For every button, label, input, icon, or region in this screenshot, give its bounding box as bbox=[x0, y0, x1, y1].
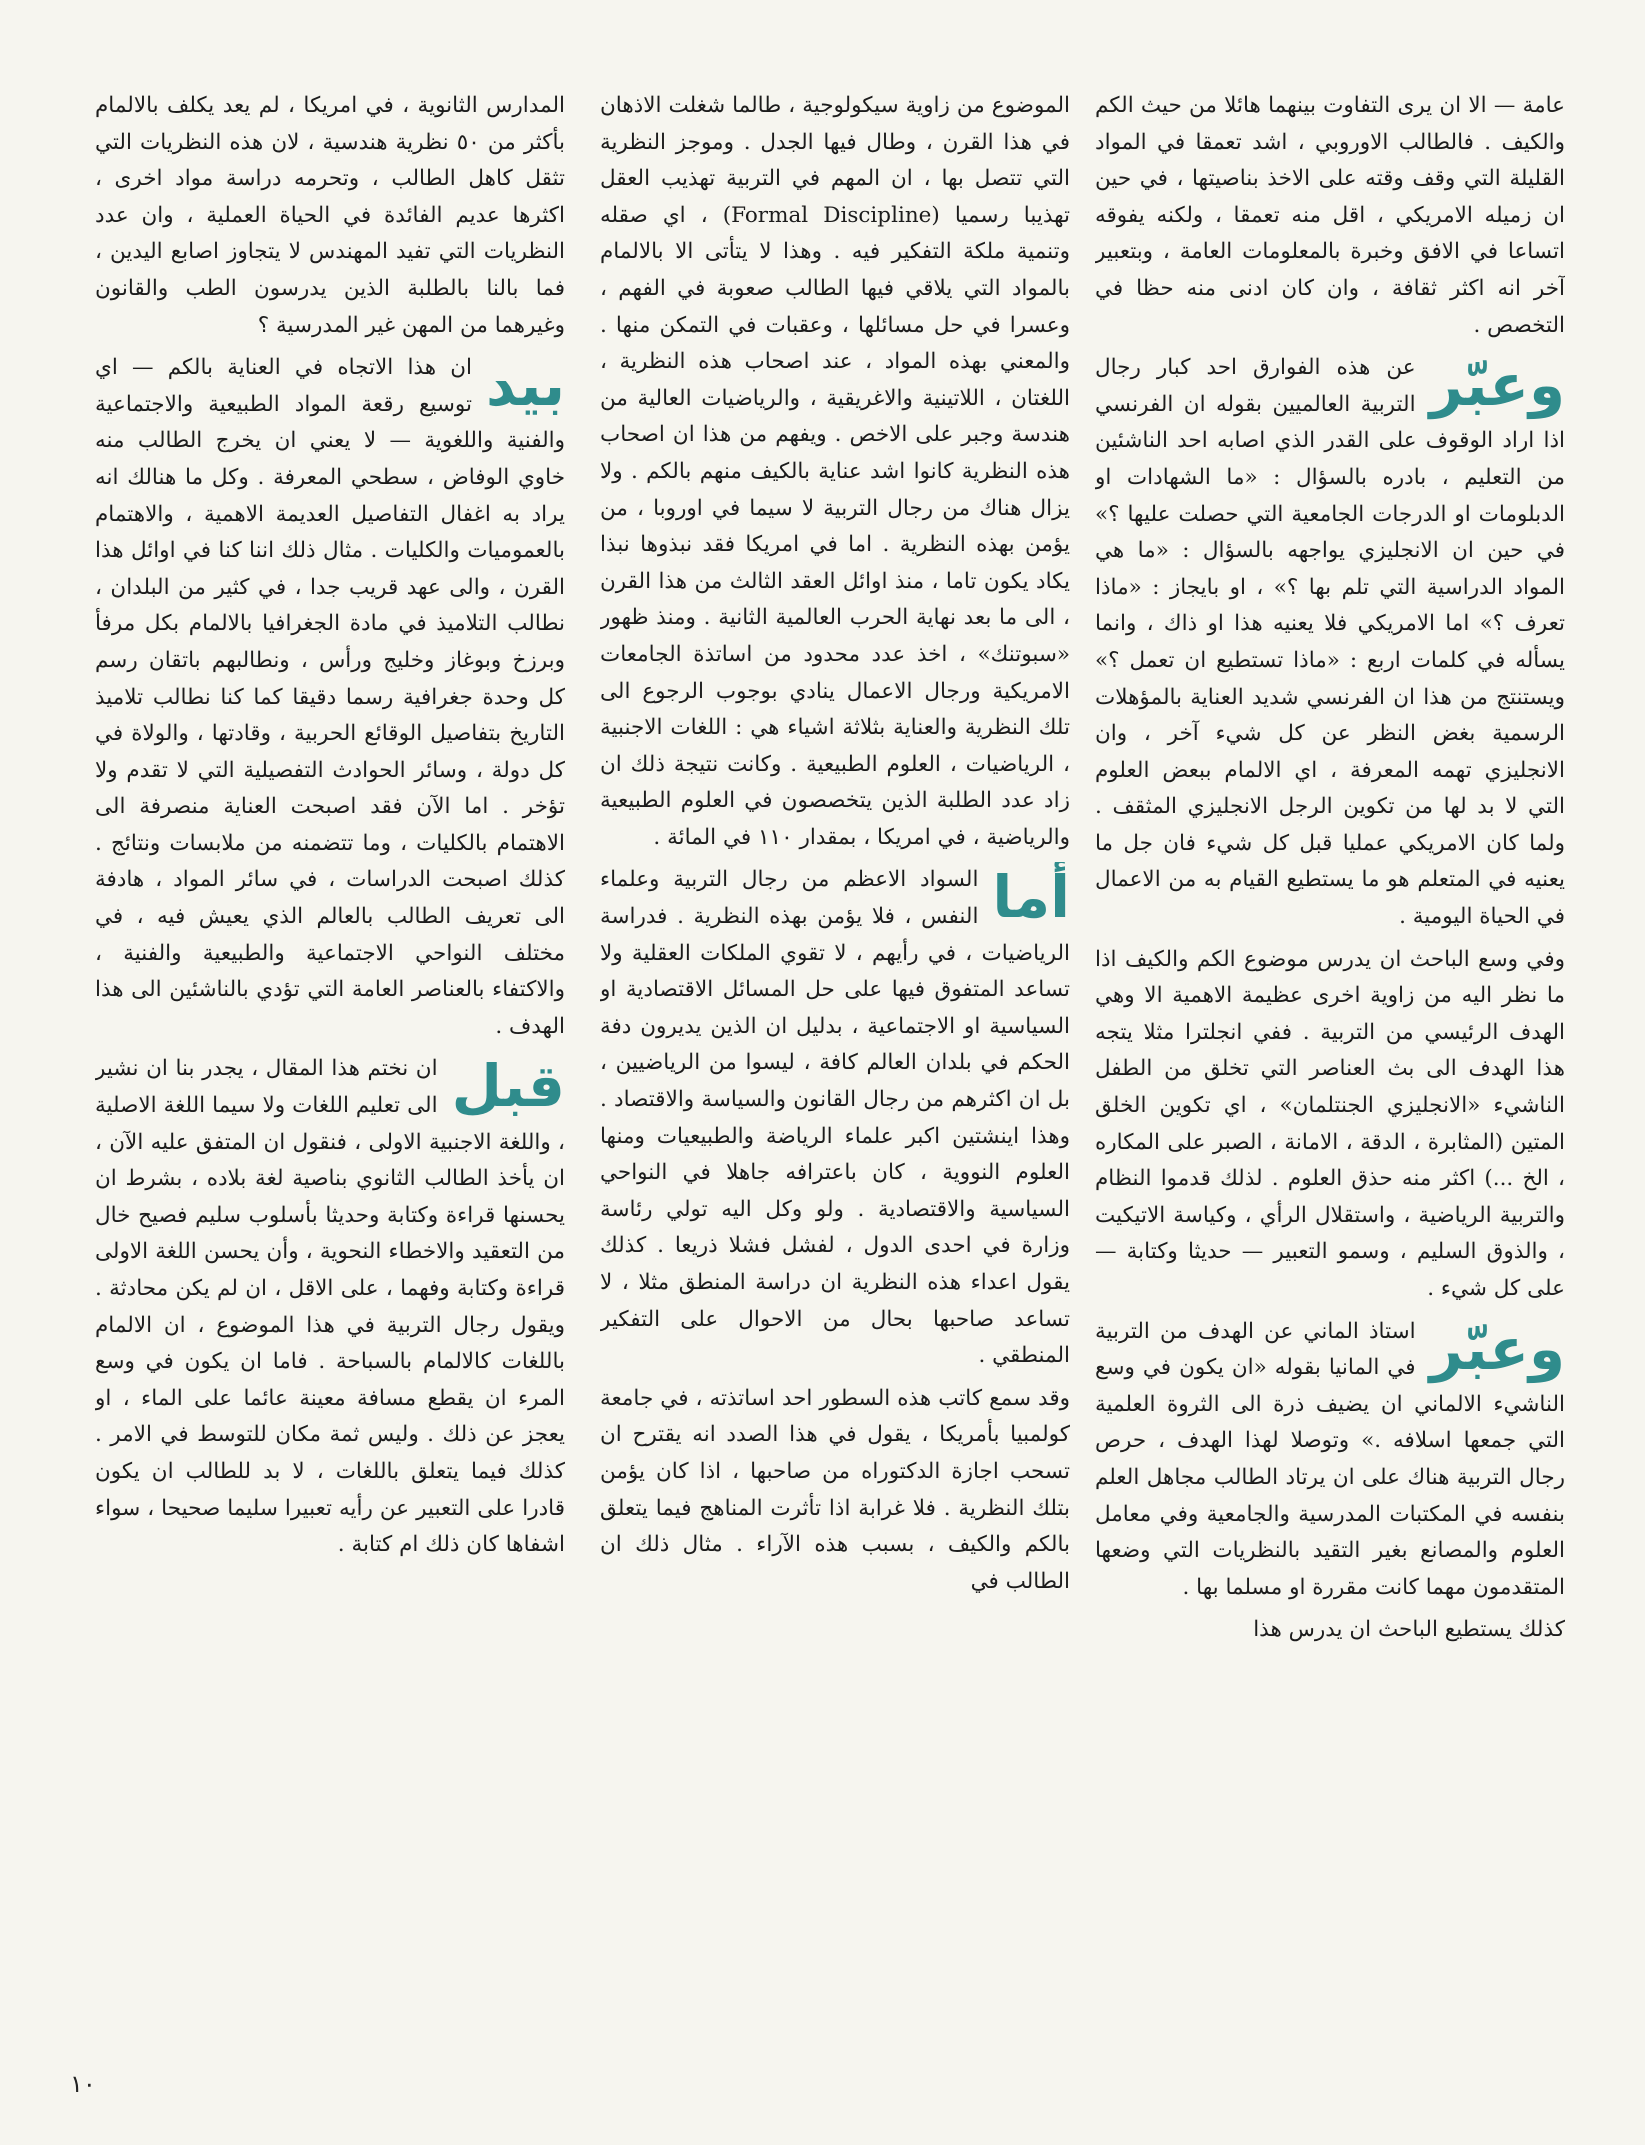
paragraph: وفي وسع الباحث ان يدرس موضوع الكم والكيف اذا ما نظر اليه من زاوية اخرى عظيمة الاهمية الا وهي الهدف الرئيسي من التربية . ففي انجلترا مثلا يتجه هذا الهدف الى بث العناصر التي تخلق من الطفل الناشيء «الانجليزي الجنتلمان» ، اي تكوين الخلق المتين (المثابرة ، الدقة ، الامانة ، الصبر على المكاره ، الخ ...) اكثر منه حذق العلوم . لذلك قدموا النظام والتربية الرياضية ، واستقلال الرأي ، وكياسة الاتيكيت ، والذوق السليم ، وسمو التعبير — حديثا وكتابة — على كل شيء . bbox=[1095, 946, 1565, 1301]
paragraph: الموضوع من زاوية سيكولوجية ، طالما شغلت الاذهان في هذا القرن ، وطال فيها الجدل . وموجز النظرية التي تتصل بها ، ان المهم في التربية تهذيب العقل تهذيبا رسميا (Formal Discipline) ، اي صقله وتنمية ملكة التفكير فيه . وهذا لا يتأتى الا بالالمام بالمواد التي يلاقي فيها الطالب صعوبة في الفهم ، وعسرا في حل مسائلها ، وعقبات في التمكن منها . والمعني بهذه المواد ، عند اصحاب هذه النظرية ، اللغتان ، اللاتينية والاغريقية ، والرياضيات العالية من هندسة وجبر على الاخص . ويفهم من هذا ان اصحاب هذه النظرية كانوا اشد عناية بالكيف منهم بالكم . ولا يزال هناك من رجال التربية لا سيما في اوروبا ، من يؤمن بهذه النظرية . اما في امريكا فقد نبذوها نبذا يكاد يكون تاما ، منذ اوائل العقد الثالث من هذا القرن ، الى ما بعد نهاية الحرب العالمية الثانية . ومنذ ظهور «سبوتنك» ، اخذ عدد محدود من اساتذة الجامعات الامريكية ورجال الاعمال ينادي بوجوب الرجوع الى تلك النظرية والعناية بثلاثة اشياء هي : اللغات الاجنبية ، الرياضيات ، العلوم الطبيعية . وكانت نتيجة ذلك ان زاد عدد الطلبة الذين يتخصصون في العلوم الطبيعية والرياضية ، في امريكا ، بمقدار ١١٠ في المائة . bbox=[600, 93, 1070, 850]
text-column-left bbox=[95, 88, 565, 2063]
text-column-middle bbox=[600, 88, 1070, 2063]
paragraph-text: استاذ الماني عن الهدف من التربية في المانيا بقوله «ان يكون في وسع الناشيء الالماني ان يضيف ذرة الى الثروة العلمية التي جمعها اسلافه .» وتوصلا لهذا الهدف ، حرص رجال التربية هناك على ان يرتاد الطالب مجاهل العلم بنفسه في المكتبات المدرسية والجامعية وفي معامل العلوم والمصانع بغير التقيد بالنظريات التي وضعها المتقدمون مهما كانت مقررة او مسلما بها . bbox=[1095, 1318, 1565, 1600]
paragraph-with-initial bbox=[600, 862, 1070, 1374]
paragraph-text: ان نختم هذا المقال ، يجدر بنا ان نشير الى تعليم اللغات ولا سيما اللغة الاصلية ، واللغة الاجنبية الاولى ، فنقول ان المتفق عليه الآن ، ان يأخذ الطالب الثانوي بناصية لغة بلاده ، بشرط ان يحسنها قراءة وكتابة وحديثا بأسلوب سليم فصيح خال من التعقيد والاخطاء النحوية ، وأن يحسن اللغة الاولى قراءة وكتابة وفهما ، على الاقل ، ان لم يكن محادثة . ويقول رجال التربية في هذا الموضوع ، ان الالمام باللغات كالالمام بالسباحة . فاما ان يكون في وسع المرء ان يقطع مسافة معينة عائما على الماء ، او يعجز عن ذلك . وليس ثمة مكان للتوسط في الامر . كذلك فيما يتعلق باللغات ، لا بد للطالب ان يكون قادرا على التعبير عن رأيه تعبيرا سليما صحيحا ، سواء اشفاها كان ذلك ام كتابة . bbox=[95, 1056, 565, 1558]
paragraph-with-initial bbox=[1095, 1314, 1565, 1607]
decorative-initial-word: وعبّر bbox=[1429, 351, 1565, 420]
paragraph-with-initial bbox=[95, 350, 565, 1045]
paragraph-with-initial bbox=[95, 1051, 565, 1563]
decorative-initial-word: قبل bbox=[451, 1052, 565, 1121]
decorative-initial-word: أما bbox=[992, 863, 1070, 932]
paragraph-text: ان هذا الاتجاه في العناية بالكم — اي توسيع رقعة المواد الطبيعية والاجتماعية والفنية واللغوية — لا يعني ان يخرج الطالب منه خاوي الوفاض ، سطحي المعرفة . وكل ما هنالك انه يراد به اغفال التفاصيل العديمة الاهمية ، والاهتمام بالعموميات والكليات . مثال ذلك اننا كنا في اوائل هذا القرن ، والى عهد قريب جدا ، في كثير من البلدان ، نطالب التلاميذ في مادة الجغرافيا بالالمام بكل مرفأ وبرزخ وبوغاز وخليج ورأس ، ونطالبهم باتقان رسم كل وحدة جغرافية رسما دقيقا كما كنا نطالب تلاميذ التاريخ بتفاصيل الوقائع الحربية ، وقادتها ، والولاة في كل دولة ، وسائر الحوادث التفصيلية التي لا تقدم ولا تؤخر . اما الآن فقد اصبحت العناية منصرفة الى الاهتمام بالكليات ، وما تتضمنه من ملابسات ونتائج . كذلك اصبحت الدراسات ، في سائر المواد ، هادفة الى تعريف الطالب بالعالم الذي يعيش فيه ، في مختلف النواحي الاجتماعية والطبيعية والفنية ، والاكتفاء بالعناصر العامة التي تؤدي بالناشئين الى هذا الهدف . bbox=[95, 355, 565, 1039]
page-number: ١٠ bbox=[70, 2070, 96, 2098]
paragraph: عامة — الا ان يرى التفاوت بينهما هائلا من حيث الكم والكيف . فالطالب الاوروبي ، اشد تعمقا في المواد القليلة التي وقف وقته على الاخذ بناصيتها ، في حين ان زميله الامريكي ، اقل منه تعمقا ، ولكنه يفوقه اتساعا في الافق وخبرة بالمعلومات العامة ، وبتعبير آخر انه اكثر ثقافة ، وان كان ادنى منه حظا في التخصص . bbox=[1095, 93, 1565, 338]
paragraph-text: السواد الاعظم من رجال التربية وعلماء النفس ، فلا يؤمن بهذه النظرية . فدراسة الرياضيات ، في رأيهم ، لا تقوي الملكات العقلية ولا تساعد المتفوق فيها على حل المسائل الاقتصادية او السياسية او الاجتماعية ، بدليل ان الذين يديرون دفة الحكم في بلدان العالم كافة ، ليسوا من الرياضيين ، بل ان اكثرهم من رجال القانون والسياسة والاقتصاد . وهذا اينشتين اكبر علماء الرياضة والطبيعيات ومنها العلوم النووية ، كان باعترافه جاهلا في النواحي السياسية والاقتصادية . ولو وكل اليه تولي رئاسة وزارة في احدى الدول ، لفشل فشلا ذريعا . كذلك يقول اعداء هذه النظرية ان دراسة المنطق مثلا ، لا تساعد صاحبها بحال من الاحوال على التفكير المنطقي . bbox=[600, 867, 1070, 1369]
text-column-right bbox=[1095, 88, 1565, 2063]
paragraph-with-initial bbox=[1095, 350, 1565, 936]
paragraph: وقد سمع كاتب هذه السطور احد اساتذته ، في جامعة كولمبيا بأمريكا ، يقول في هذا الصدد انه يقترح ان تسحب اجازة الدكتوراه من صاحبها ، اذا كان يؤمن بتلك النظرية . فلا غرابة اذا تأثرت المناهج فيما يتعلق بالكم والكيف ، بسبب هذه الآراء . مثال ذلك ان الطالب في bbox=[600, 1385, 1070, 1594]
decorative-initial-word: بيد bbox=[486, 351, 565, 420]
paragraph-text: عن هذه الفوارق احد كبار رجال التربية العالميين بقوله ان الفرنسي اذا اراد الوقوف على القدر الذي اصابه احد الناشئين من التعليم ، بادره بالسؤال : «ما الشهادات او الدبلومات او الدرجات الجامعية التي حصلت عليها ؟» في حين ان الانجليزي يواجهه بالسؤال : «ما هي المواد الدراسية التي تلم بها ؟» ، او بايجاز : «ماذا تعرف ؟» اما الامريكي فلا يعنيه هذا او ذاك ، وانما يسأله في كلمات اربع : «ماذا تستطيع ان تعمل ؟» ويستنتج من هذا ان الفرنسي شديد العناية بالمؤهلات الرسمية بغض النظر عن كل شيء آخر ، وان الانجليزي تهمه المعرفة ، اي الالمام ببعض العلوم التي لا بد لها من تكوين الرجل الانجليزي المثقف . ولما كان الامريكي عمليا قبل كل شيء فان جل ما يعنيه في المتعلم هو ما يستطيع القيام به من الاعمال في الحياة اليومية . bbox=[1095, 355, 1565, 930]
paragraph: كذلك يستطيع الباحث ان يدرس هذا bbox=[1253, 1617, 1565, 1643]
decorative-initial-word: وعبّر bbox=[1429, 1314, 1565, 1383]
paragraph: المدارس الثانوية ، في امريكا ، لم يعد يكلف بالالمام بأكثر من ٥٠ نظرية هندسية ، لان هذه النظريات التي تثقل كاهل الطالب ، وتحرمه دراسة مواد اخرى ، اكثرها عديم الفائدة في الحياة العملية ، وان عدد النظريات التي تفيد المهندس لا يتجاوز اصابع اليدين ، فما بالنا بالطلبة الذين يدرسون الطب والقانون وغيرهما من المهن غير المدرسية ؟ bbox=[95, 93, 565, 338]
